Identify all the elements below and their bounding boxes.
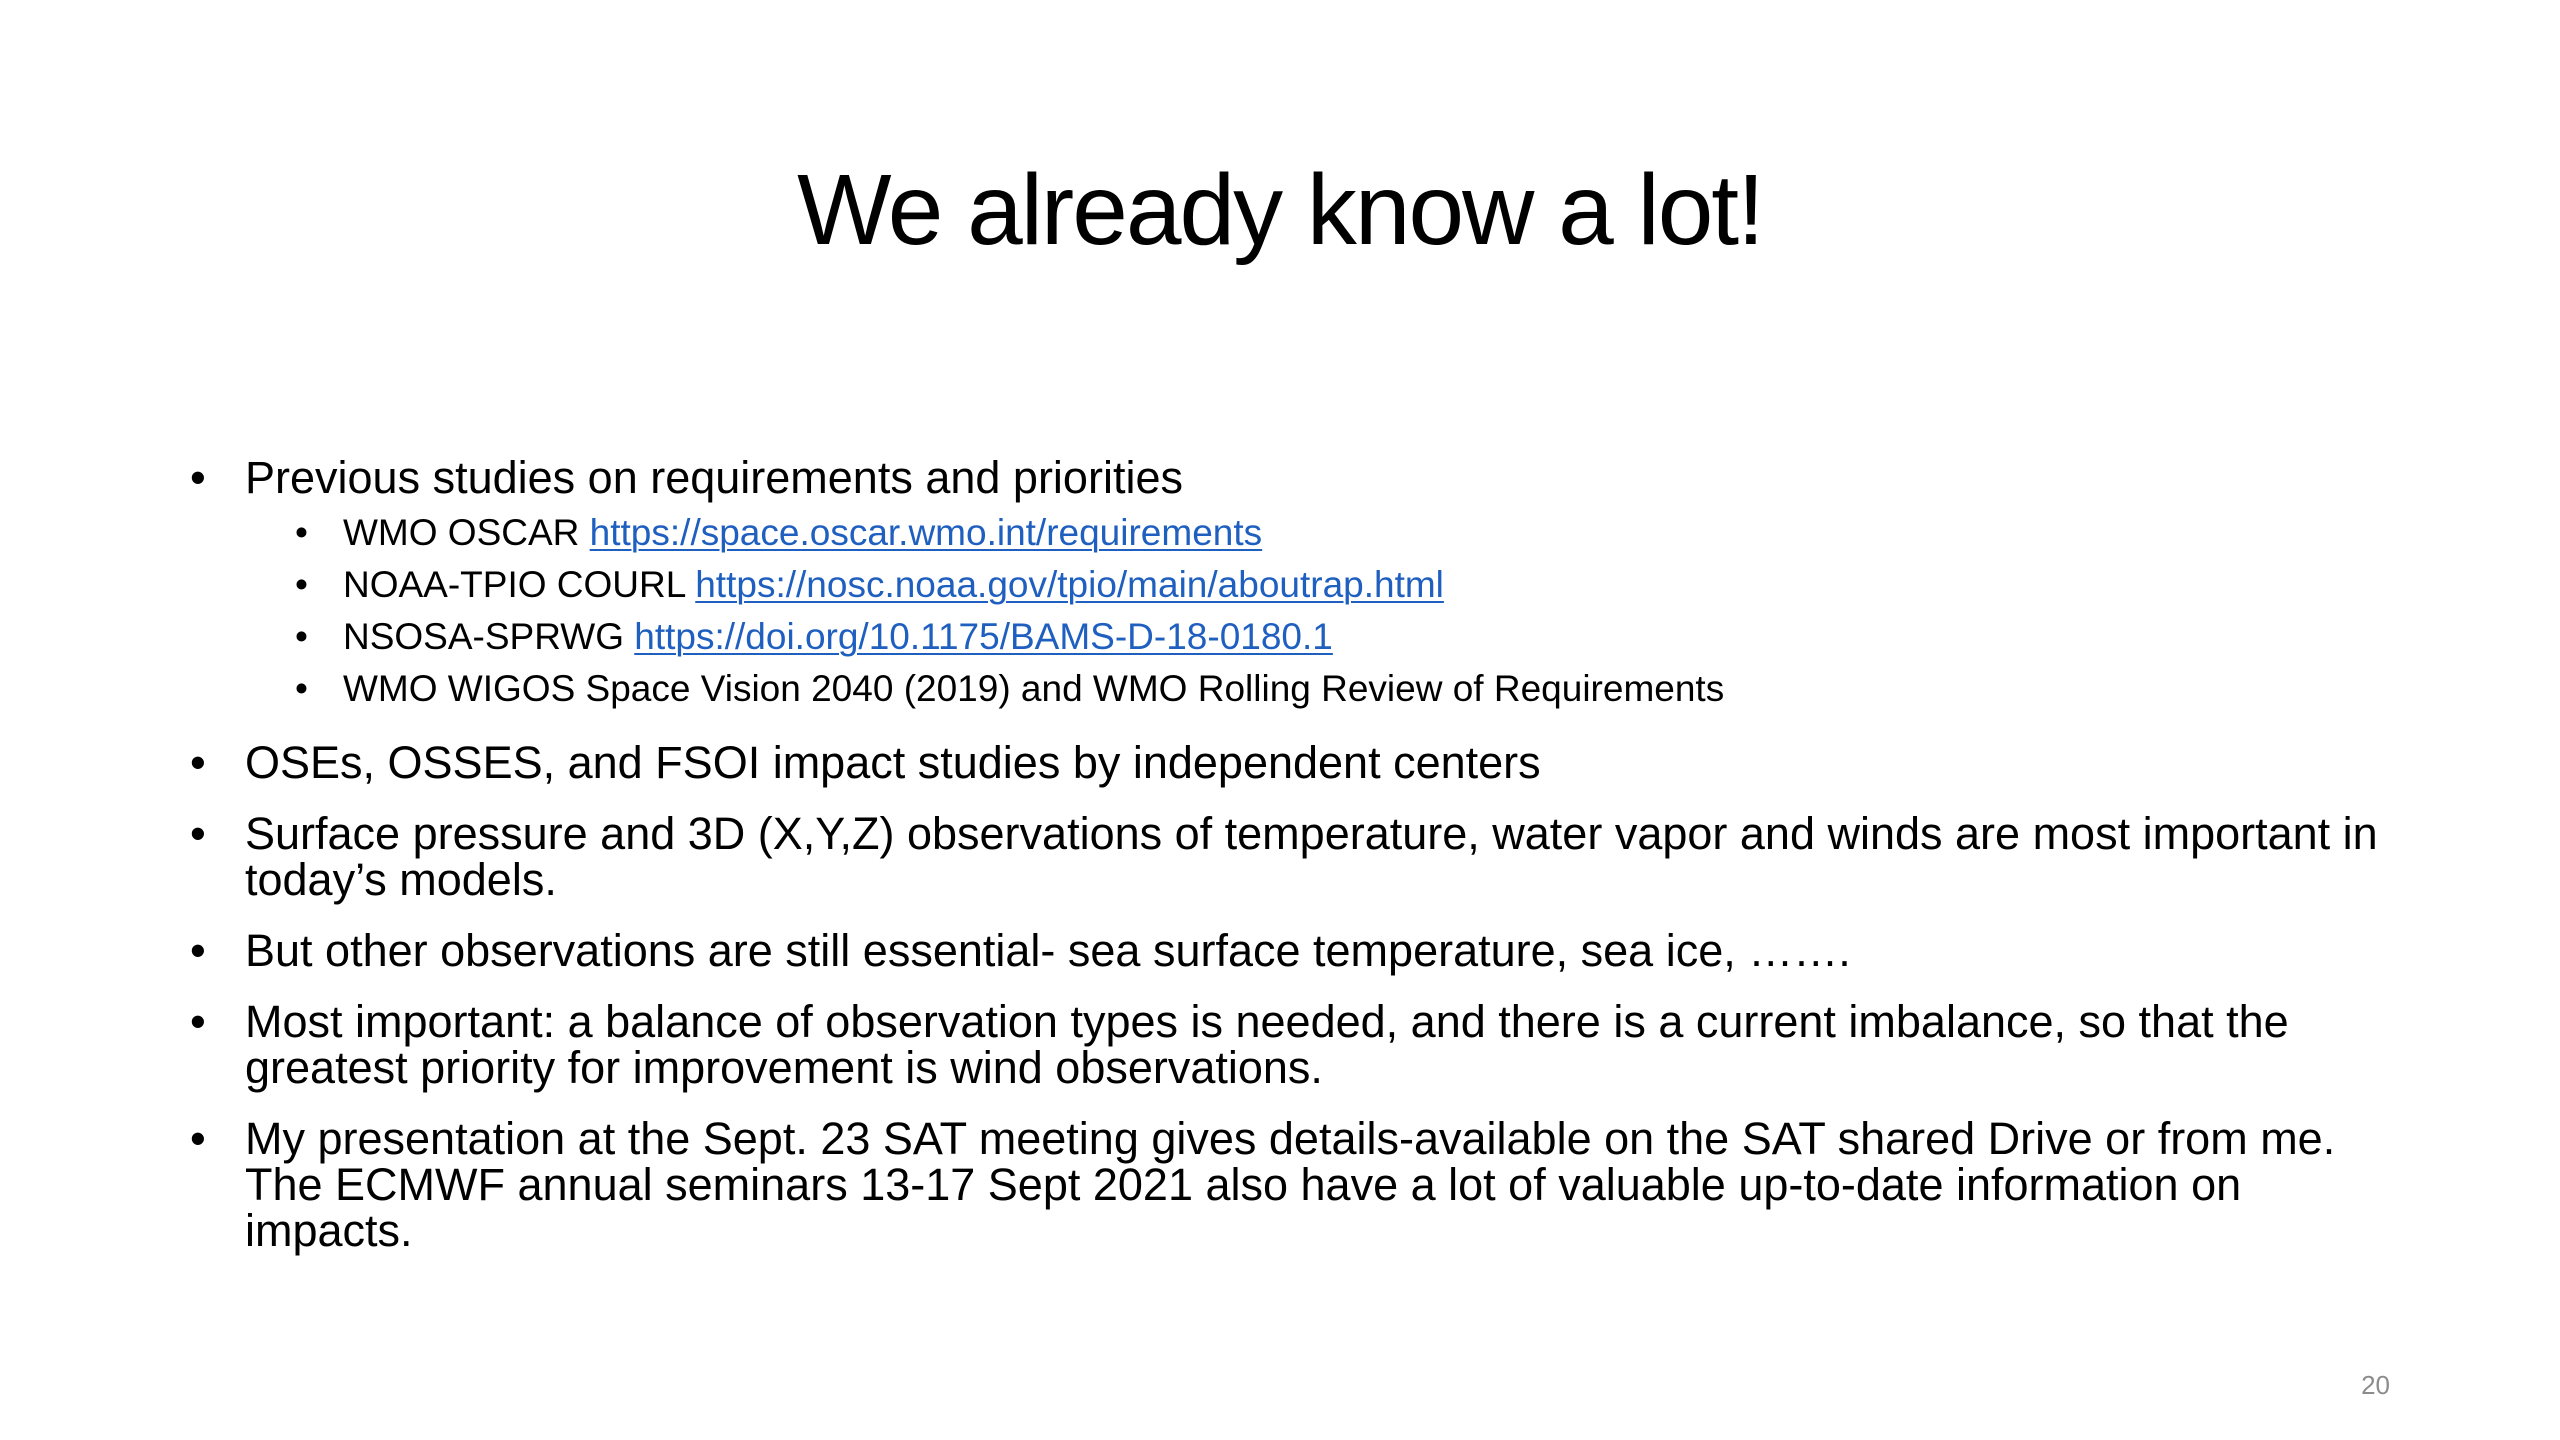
sub-bullet-item [245, 663, 2390, 715]
bullet-icon: • [295, 512, 308, 553]
bullet-icon: • [295, 564, 308, 605]
bullet-icon: • [190, 737, 206, 788]
bullet-text: Most important: a balance of observation types is needed, and there is a current imbalance, so that the greatest priority for improvement is wind observations. [245, 996, 2289, 1093]
slide-title: We already know a lot! [797, 154, 1763, 266]
bullet-icon: • [190, 808, 206, 859]
page-number: 20 [2361, 1370, 2390, 1400]
sub-bullet-text: NOAA-TPIO COURL [343, 564, 696, 605]
sub-bullet-text: NSOSA-SPRWG [343, 616, 635, 657]
bullet-list [190, 452, 2390, 1279]
bullet-item [190, 1113, 2390, 1256]
sub-bullet-item [245, 611, 2390, 663]
bullet-text: My presentation at the Sept. 23 SAT meeting gives details-available on the SAT shared Drive or from me. The ECMWF annual seminars 13-17 Sept 2021 also have a lot of valuable up-to-date information on impacts. [245, 1113, 2336, 1256]
bullet-item [190, 996, 2390, 1093]
noaa-tpio-link[interactable]: https://nosc.noaa.gov/tpio/main/aboutrap.html [695, 564, 1444, 605]
bullet-text: Surface pressure and 3D (X,Y,Z) observations of temperature, water vapor and winds are most important in today’s models. [245, 808, 2378, 905]
sub-bullet-item [245, 559, 2390, 611]
bams-doi-link[interactable]: https://doi.org/10.1175/BAMS-D-18-0180.1 [634, 616, 1333, 657]
bullet-text: OSEs, OSSES, and FSOI impact studies by independent centers [245, 737, 1541, 788]
bullet-item [190, 452, 2390, 715]
sub-bullet-text: WMO WIGOS Space Vision 2040 (2019) and WMO Rolling Review of Requirements [343, 668, 1725, 709]
bullet-icon: • [295, 668, 308, 709]
bullet-icon: • [190, 925, 206, 976]
bullet-text: Previous studies on requirements and priorities [245, 452, 1183, 503]
bullet-item [190, 808, 2390, 905]
bullet-icon: • [190, 452, 206, 503]
bullet-icon: • [190, 996, 206, 1047]
bullet-icon: • [295, 616, 308, 657]
bullet-item [190, 737, 2390, 788]
oscar-requirements-link[interactable]: https://space.oscar.wmo.int/requirements [589, 512, 1263, 553]
bullet-text: But other observations are still essential- sea surface temperature, sea ice, ……. [245, 925, 1851, 976]
bullet-icon: • [190, 1113, 206, 1164]
sub-bullet-list [245, 507, 2390, 715]
sub-bullet-text: WMO OSCAR [343, 512, 590, 553]
sub-bullet-item [245, 507, 2390, 559]
bullet-item [190, 925, 2390, 976]
